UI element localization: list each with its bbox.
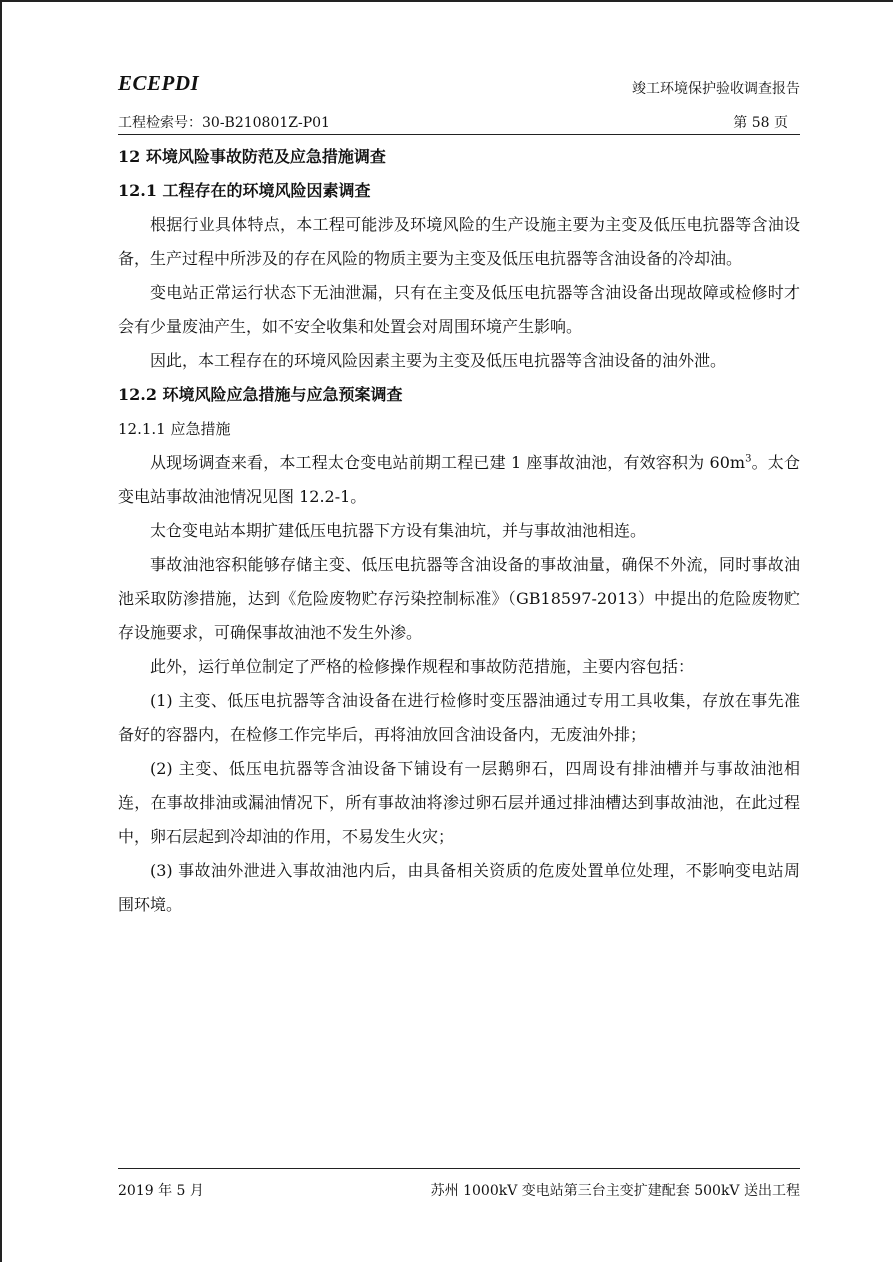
paragraph: 因此，本工程存在的环境风险因素主要为主变及低压电抗器等含油设备的油外泄。 <box>150 351 727 370</box>
volume-text-after: 。太仓变电站事故油池情况见图 12.2-1。 <box>118 453 800 506</box>
page-border-left <box>0 0 2 1262</box>
subsection-title: 12.1.1 应急措施 <box>118 420 231 438</box>
section-title-12-1: 12.1 工程存在的环境风险因素调查 <box>118 181 371 200</box>
page-border-top <box>0 0 893 2</box>
volume-text-before: 从现场调查来看，本工程太仓变电站前期工程已建 1 座事故油池，有效容积为 60m <box>150 453 746 472</box>
list-item: (2) 主变、低压电抗器等含油设备下铺设有一层鹅卵石，四周设有排油槽并与事故油池相连，在事故排油或漏油情况下，所有事故油将渗过卵石层并通过排油槽达到事故油池，在此过程中，卵石层起到冷却油的作用，不易发生火灾； <box>118 759 800 846</box>
paragraph: 根据行业具体特点，本工程可能涉及环境风险的生产设施主要为主变及低压电抗器等含油设备，生产过程中所涉及的存在风险的物质主要为主变及低压电抗器等含油设备的冷却油。 <box>118 215 800 268</box>
paragraph: 太仓变电站本期扩建低压电抗器下方设有集油坑，并与事故油池相连。 <box>150 521 647 540</box>
document-body <box>118 140 800 922</box>
paragraph: 此外，运行单位制定了严格的检修操作规程和事故防范措施，主要内容包括： <box>150 657 695 676</box>
footer-divider <box>118 1168 800 1169</box>
page-number: 第 58 页 <box>733 115 788 131</box>
chapter-title: 12 环境风险事故防范及应急措施调查 <box>118 147 386 166</box>
volume-superscript: 3 <box>745 453 752 465</box>
paragraph: 变电站正常运行状态下无油泄漏，只有在主变及低压电抗器等含油设备出现故障或检修时才会有少量废油产生，如不安全收集和处置会对周围环境产生影响。 <box>118 283 800 336</box>
section-title-12-2: 12.2 环境风险应急措施与应急预案调查 <box>118 385 403 404</box>
header-top-row <box>118 60 800 100</box>
list-item: (1) 主变、低压电抗器等含油设备在进行检修时变压器油通过专用工具收集，存放在事先准备好的容器内，在检修工作完毕后，再将油放回含油设备内，无废油外排； <box>118 691 800 744</box>
header-divider <box>118 134 800 135</box>
page-footer <box>118 1180 800 1204</box>
paragraph-oil-pit-volume <box>118 446 800 514</box>
page-header <box>118 60 800 130</box>
footer-date: 2019 年 5 月 <box>118 1183 204 1199</box>
company-logo: ECEPDI <box>118 71 200 95</box>
paragraph: 事故油池容积能够存储主变、低压电抗器等含油设备的事故油量，确保不外流，同时事故油池采取防渗措施，达到《危险废物贮存污染控制标准》（GB18597-2013）中提出的危险废物贮存设施要求，可确保事故油池不发生外渗。 <box>118 555 800 642</box>
header-bottom-row <box>118 100 800 130</box>
list-item: (3) 事故油外泄进入事故油池内后，由具备相关资质的危废处置单位处理，不影响变电站周围环境。 <box>118 861 800 914</box>
report-title: 竣工环境保护验收调查报告 <box>632 81 800 97</box>
footer-project-name: 苏州 1000kV 变电站第三台主变扩建配套 500kV 送出工程 <box>430 1183 800 1199</box>
document-number: 工程检索号：30-B210801Z-P01 <box>118 115 330 131</box>
